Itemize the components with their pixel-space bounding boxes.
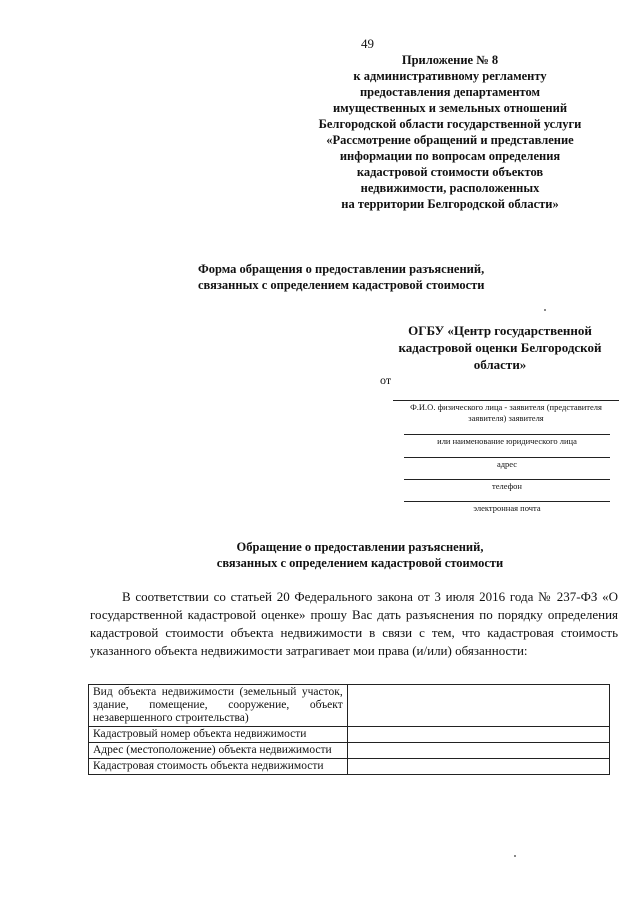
table-cell-label: Кадастровый номер объекта недвижимости: [89, 727, 348, 743]
fio-caption: [388, 402, 624, 424]
table-row: [89, 685, 610, 727]
body-paragraph: [90, 588, 618, 660]
letter-title-line: связанных с определением кадастровой стоимости: [216, 556, 504, 570]
appendix-line: Приложение № 8: [401, 53, 499, 67]
email-caption: электронная почта: [473, 503, 541, 513]
recipient-line: ОГБУ «Центр государственной: [408, 323, 592, 338]
phone-caption: телефон: [492, 481, 522, 491]
fio-caption-line: заявителя) заявителя: [468, 413, 544, 423]
appendix-line: информации по вопросам определения: [339, 149, 561, 163]
appendix-line: Белгородской области государственной услуги: [318, 117, 582, 131]
object-table: [88, 684, 610, 775]
email-field-line[interactable]: [404, 501, 610, 502]
appendix-line: «Рассмотрение обращений и представление: [326, 133, 574, 147]
table-cell-value[interactable]: [347, 685, 609, 727]
form-title-line: связанных с определением кадастровой стоимости: [198, 278, 485, 292]
recipient-block: [380, 322, 620, 373]
letter-title-line: Обращение о предоставлении разъяснений,: [236, 540, 484, 554]
appendix-line: к административному регламенту: [353, 69, 547, 83]
fio-caption-line: Ф.И.О. физического лица - заявителя (представителя: [410, 402, 602, 412]
table-cell-value[interactable]: [347, 759, 609, 775]
table-cell-value[interactable]: [347, 727, 609, 743]
form-title: [198, 261, 538, 293]
table-cell-label: Кадастровая стоимость объекта недвижимости: [89, 759, 348, 775]
fio-field-line[interactable]: [393, 400, 619, 401]
table-row: [89, 727, 610, 743]
appendix-line: кадастровой стоимости объектов: [356, 165, 544, 179]
appendix-line: на территории Белгородской области»: [341, 197, 559, 211]
letter-title: [150, 539, 570, 571]
table-cell-value[interactable]: [347, 743, 609, 759]
body-paragraph-text: В соответствии со статьей 20 Федерального закона от 3 июля 2016 года № 237-ФЗ «О государственной кадастровой оценке» прошу Вас дать разъяснения по порядку определения кадастровой стоимости объекта недвижимости в связи с тем, что кадастровая стоимость указанного объекта недвижимости затрагивает мои права (и/или) обязанности:: [90, 589, 618, 658]
appendix-header: [300, 52, 600, 212]
scan-speck: [544, 309, 546, 311]
appendix-line: имущественных и земельных отношений: [332, 101, 568, 115]
table-row: [89, 759, 610, 775]
form-title-line: Форма обращения о предоставлении разъяснений,: [198, 262, 485, 276]
table-row: [89, 743, 610, 759]
appendix-line: недвижимости, расположенных: [360, 181, 540, 195]
address-caption: адрес: [496, 459, 518, 469]
appendix-line: предоставления департаментом: [359, 85, 541, 99]
table-cell-label: Вид объекта недвижимости (земельный участок, здание, помещение, сооружение, объект незавершенного строительства): [89, 685, 348, 727]
legal-name-caption: или наименование юридического лица: [437, 436, 577, 446]
scan-speck: [514, 855, 516, 857]
page-number: 49: [361, 36, 374, 51]
from-label: от: [380, 373, 392, 387]
legal-name-field-line[interactable]: [404, 434, 610, 435]
address-field-line[interactable]: [404, 457, 610, 458]
phone-field-line[interactable]: [404, 479, 610, 480]
table-cell-label: Адрес (местоположение) объекта недвижимости: [89, 743, 348, 759]
recipient-line: области»: [473, 357, 527, 372]
recipient-line: кадастровой оценки Белгородской: [398, 340, 602, 355]
